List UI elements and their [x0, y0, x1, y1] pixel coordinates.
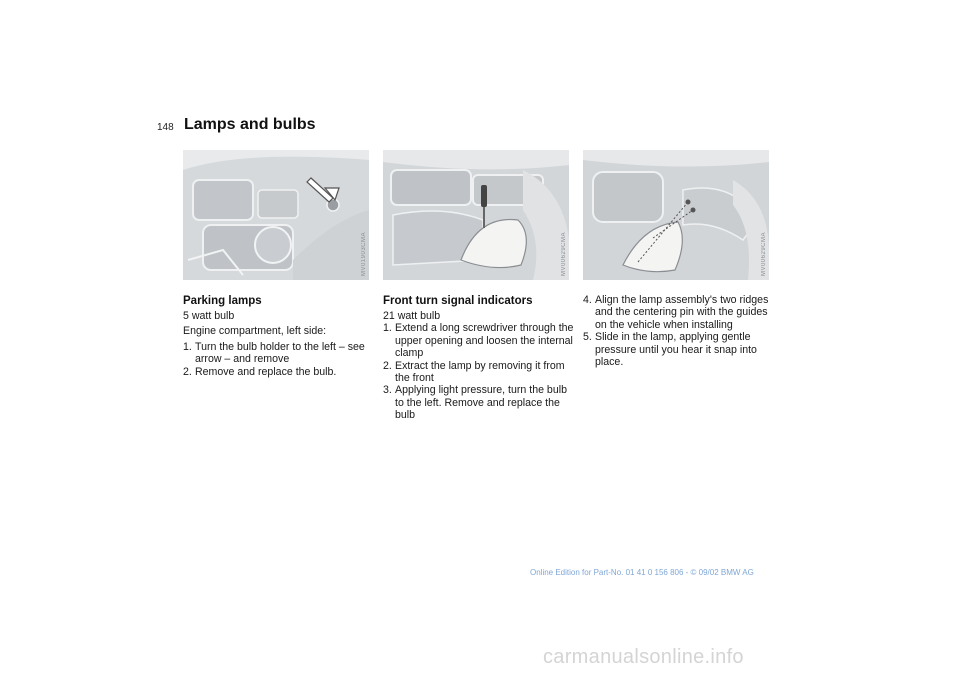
- figure-code: MV00629CMA: [761, 231, 767, 276]
- section-installation: [583, 294, 775, 368]
- step-text: Align the lamp assembly's two ridges and the centering pin with the guides on the vehicle when installing: [595, 294, 769, 331]
- list-item: [383, 360, 575, 385]
- section-heading: Parking lamps: [183, 295, 262, 307]
- figure-parking-lamp: [183, 150, 369, 280]
- step-text: Turn the bulb holder to the left – see arrow – and remove: [195, 340, 365, 366]
- paragraph: Engine compartment, left side:: [183, 325, 327, 338]
- list-item: [183, 341, 375, 366]
- step-text: Remove and replace the bulb.: [195, 365, 337, 378]
- turn-signal-alignment-illustration: [583, 150, 769, 280]
- section-heading: Front turn signal indicators: [383, 295, 533, 307]
- section-parking-lamps: [183, 294, 375, 378]
- step-list: [583, 294, 775, 368]
- list-item: [383, 322, 575, 359]
- step-number: 3.: [383, 384, 392, 397]
- page-title: Lamps and bulbs: [184, 116, 316, 133]
- step-text: Slide in the lamp, applying gentle pressure until you hear it snap into place.: [595, 331, 757, 369]
- step-number: 1.: [383, 322, 392, 335]
- figure-code: MV01903CMA: [361, 231, 367, 276]
- figure-turn-signal-removal: [383, 150, 569, 280]
- step-number: 2.: [383, 359, 392, 372]
- footer-edition: Online Edition for Part-No. 01 41 0 156 806 - © 09/02 BMW AG: [530, 568, 754, 577]
- list-item: [183, 366, 375, 378]
- step-number: 5.: [583, 331, 592, 344]
- page-number: 148: [157, 122, 174, 133]
- step-list: [383, 322, 575, 421]
- engine-compartment-illustration: [183, 150, 369, 280]
- paragraph: 5 watt bulb: [183, 310, 235, 322]
- turn-signal-screwdriver-illustration: [383, 150, 569, 280]
- watermark: carmanualsonline.info: [543, 646, 744, 668]
- step-text: Extend a long screwdriver through the upper opening and loosen the internal clamp: [395, 322, 574, 360]
- figure-code: MV00629CMA: [561, 231, 567, 276]
- step-text: Extract the lamp by removing it from the front: [395, 359, 565, 385]
- step-number: 1.: [183, 340, 192, 353]
- step-number: 4.: [583, 294, 592, 306]
- figure-turn-signal-install: [583, 150, 769, 280]
- section-front-turn-signal: [383, 294, 575, 422]
- step-text: Applying light pressure, turn the bulb to the left. Remove and replace the bulb: [395, 384, 567, 422]
- step-number: 2.: [183, 365, 192, 378]
- list-item: [583, 294, 775, 331]
- paragraph: 21 watt bulb: [383, 310, 441, 322]
- list-item: [383, 384, 575, 421]
- step-list: [183, 341, 375, 378]
- list-item: [583, 331, 775, 368]
